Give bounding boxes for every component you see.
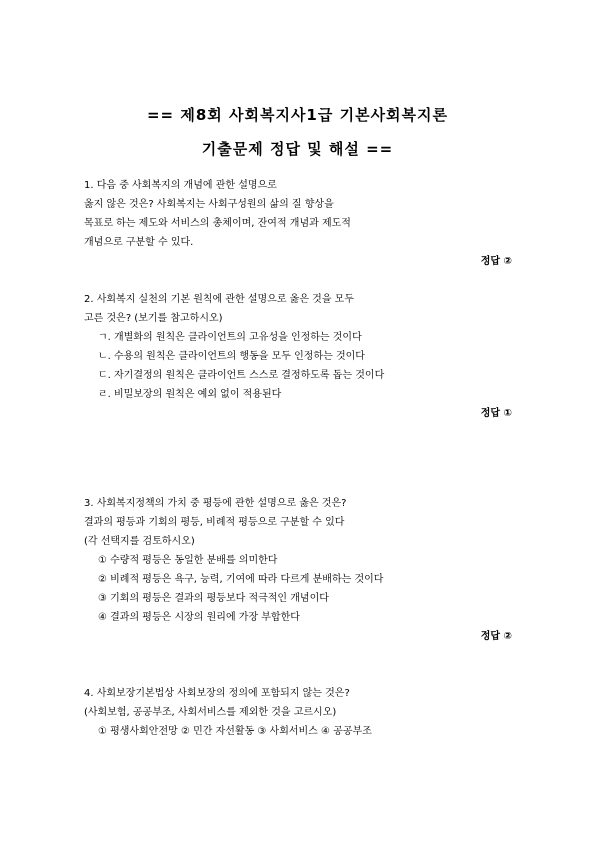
question-line: 결과의 평등과 기회의 평등, 비례적 평등으로 구분할 수 있다	[84, 517, 345, 528]
question-line: 1. 다음 중 사회복지의 개념에 관한 설명으로	[84, 180, 277, 191]
title-line-2: 기출문제 정답 및 해설 ==	[201, 140, 394, 158]
question-line: 4. 사회보장기본법상 사회보장의 정의에 포함되지 않는 것은?	[84, 688, 350, 699]
question-line: 개념으로 구분할 수 있다.	[84, 237, 194, 248]
option-item: ④ 결과의 평등은 시장의 원리에 가장 부합한다	[98, 612, 300, 623]
option-item: ① 수량적 평등은 동일한 분배를 의미한다	[98, 555, 278, 566]
option-item: ③ 기회의 평등은 결과의 평등보다 적극적인 개념이다	[98, 593, 329, 604]
question-3	[84, 494, 514, 646]
option-item: ② 비례적 평등은 욕구, 능력, 기여에 따라 다르게 분배하는 것이다	[98, 574, 384, 585]
answer-label: 정답 ①	[480, 408, 512, 419]
question-line: 고른 것은? (보기를 참고하시오)	[84, 313, 223, 324]
title-line-1: == 제8회 사회복지사1급 기본사회복지론	[146, 106, 449, 124]
question-1	[84, 176, 514, 271]
question-line: 2. 사회복지 실천의 기본 원칙에 관한 설명으로 옳은 것을 모두	[84, 294, 354, 305]
option-item: ① 평생사회안전망 ② 민간 자선활동 ③ 사회서비스 ④ 공공부조	[98, 726, 372, 737]
answer-label: 정답 ②	[480, 631, 512, 642]
question-4	[84, 684, 514, 741]
option-item: ㄱ. 개별화의 원칙은 클라이언트의 고유성을 인정하는 것이다	[98, 332, 362, 343]
question-line: 3. 사회복지정책의 가치 중 평등에 관한 설명으로 옳은 것은?	[84, 498, 347, 509]
question-2	[84, 290, 514, 423]
document-title	[0, 98, 595, 166]
option-item: ㄴ. 수용의 원칙은 클라이언트의 행동을 모두 인정하는 것이다	[98, 351, 365, 362]
option-item: ㄹ. 비밀보장의 원칙은 예외 없이 적용된다	[98, 389, 282, 400]
question-line: (사회보험, 공공부조, 사회서비스를 제외한 것을 고르시오)	[84, 707, 337, 718]
question-line: 옳지 않은 것은? 사회복지는 사회구성원의 삶의 질 향상을	[84, 199, 334, 210]
option-item: ㄷ. 자기결정의 원칙은 클라이언트 스스로 결정하도록 돕는 것이다	[98, 370, 385, 381]
answer-label: 정답 ②	[480, 256, 512, 267]
question-line: 목표로 하는 제도와 서비스의 총체이며, 잔여적 개념과 제도적	[84, 218, 351, 229]
question-line: (각 선택지를 검토하시오)	[84, 536, 195, 547]
